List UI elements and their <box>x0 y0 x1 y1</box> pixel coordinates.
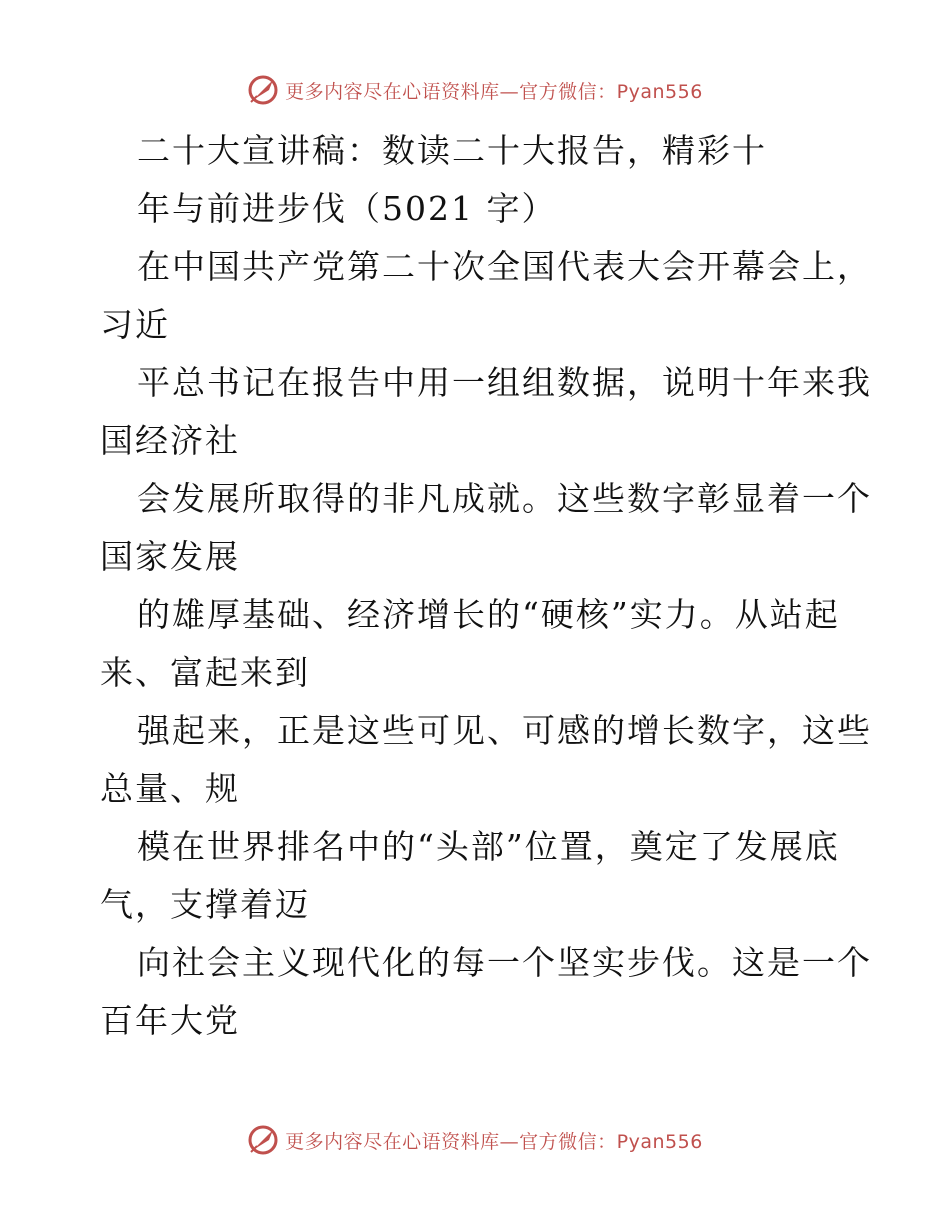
document-body <box>100 122 872 1050</box>
paragraph-line: 的雄厚基础、经济增长的“硬核”实力。从站起 <box>137 595 840 634</box>
wechat-id: Pyan556 <box>616 80 703 103</box>
paragraph-line: 国家发展 <box>100 537 240 576</box>
paragraph-line: 向社会主义现代化的每一个坚实步伐。这是一个 <box>137 943 872 982</box>
paragraph-line: 模在世界排名中的“头部”位置，奠定了发展底 <box>137 827 840 866</box>
footer-watermark-banner <box>0 1120 950 1160</box>
quill-logo-icon <box>247 74 279 106</box>
paragraph-line: 总量、规 <box>100 769 240 808</box>
quill-logo-icon <box>247 1124 279 1156</box>
header-watermark-banner <box>0 70 950 110</box>
paragraph-line: 强起来，正是这些可见、可感的增长数字，这些 <box>137 711 872 750</box>
title-line-1: 二十大宣讲稿：数读二十大报告，精彩十 <box>137 131 767 170</box>
watermark-text: 更多内容尽在心语资料库—官方微信： <box>285 80 617 103</box>
paragraph-line: 平总书记在报告中用一组组数据，说明十年来我 <box>137 363 872 402</box>
paragraph-line: 习近 <box>100 305 170 344</box>
paragraph-line: 会发展所取得的非凡成就。这些数字彰显着一个 <box>137 479 872 518</box>
paragraph-line: 国经济社 <box>100 421 240 460</box>
paragraph-line: 百年大党 <box>100 1001 240 1040</box>
paragraph-line: 来、富起来到 <box>100 653 310 692</box>
wechat-id: Pyan556 <box>616 1130 703 1153</box>
watermark-text: 更多内容尽在心语资料库—官方微信： <box>285 1130 617 1153</box>
title-line-2: 年与前进步伐（5021 字） <box>137 189 557 228</box>
paragraph-line: 在中国共产党第二十次全国代表大会开幕会上， <box>137 247 872 286</box>
paragraph-line: 气，支撑着迈 <box>100 885 310 924</box>
